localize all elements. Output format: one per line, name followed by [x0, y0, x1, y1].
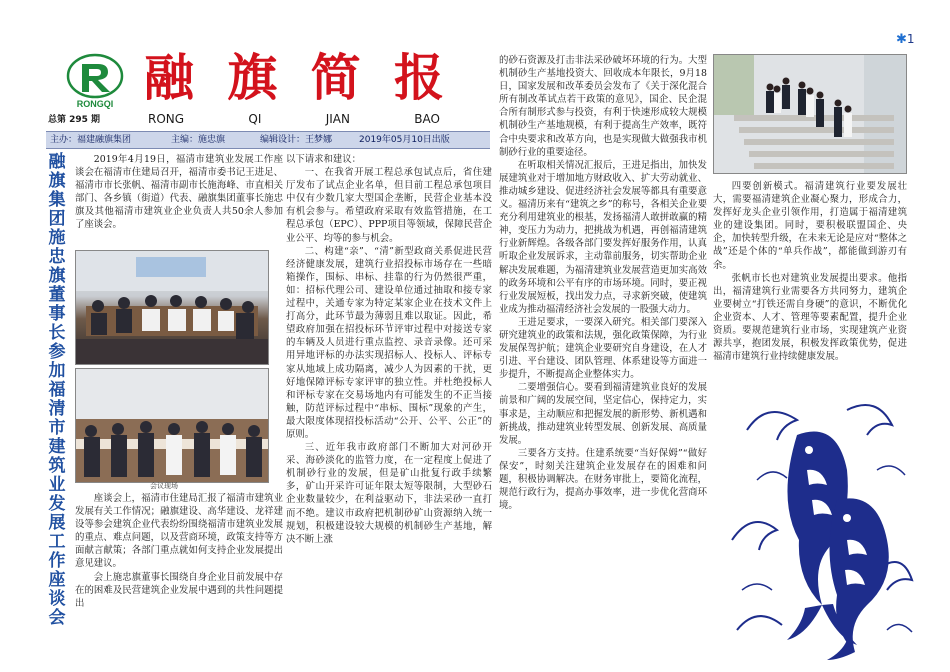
article-paragraph: 2019年4月19日，福清市建筑业发展工作座谈会在福清市住建局召开，福清市委书记王进足、福清市市长张帆、福清市副市长施海峰、市直相关部门、各乡镇（街道）代表、融旗集团董事长施忠旗及其他福清市建筑业企业负责人共50余人参加了座谈会。: [75, 154, 283, 231]
masthead-char: 旗: [227, 48, 278, 107]
host-label: 主办：福建融旗集团: [50, 135, 132, 145]
pinyin-word: RONG: [148, 112, 185, 126]
article-body-col2: [286, 153, 492, 662]
koi-fish-illustration: [727, 390, 917, 662]
article-paragraph: 的砂石资源及打击非法采砂破坏环境的行为。大型机制砂生产基地投资大、回收成本年限长，9月18日，国家发展和改革委员会发布了《关于深化混合所有制改革试点若干政策的意见》，国企、民企混合所有制形式参与投资，有利于快速形成较大规模机制砂生产基地规模，有利于提高生产效率，既符合中央要求和改革方向，也是实现做大做强我市机制砂行业的重要途径。: [499, 55, 707, 158]
meeting-photo-1: [75, 250, 269, 365]
masthead-title: [144, 46, 444, 110]
rongqi-logo: [64, 52, 126, 110]
star-icon: ✱: [896, 32, 907, 47]
article-paragraph: 一、在我省开展工程总承包试点后，省住建厅发布了试点企业名单，但目前工程总承包项目中仅有少数几家大型国企垄断，民营企业基本没有机会参与。希望政府采取有效监管措施，在工程总承包（EPC）、PPP项目等领域，保障民营企业公平、均等的参与机会。: [286, 167, 492, 244]
designer-label: 编辑设计：王梦娜: [260, 135, 333, 145]
info-bar: [46, 131, 490, 149]
editor-label: 主编：施忠旗: [171, 135, 226, 145]
masthead-char: 融: [144, 48, 194, 107]
issue-number: 总第 295 期: [48, 115, 101, 125]
article-paragraph: 王进足要求，一要深入研究。相关部门要深入研究建筑业的政策和法规，强化政策保障，为行业发展保驾护航；建筑企业要研究自身建设，在人才引进、平台建设、团队管理、体系建设等方面进一步提升，不断提高企业整体实力。: [499, 316, 707, 381]
publish-date: 2019年05月10日出版: [359, 135, 450, 145]
masthead-char: 报: [393, 48, 444, 107]
article-paragraph: 三、近年我市政府部门不断加大对河砂开采、海砂淡化的监管力度，在一定程度上促进了机制砂行业的发展，但是矿山批复行政手续繁多，矿山开采许可证年限太短等限制，大型砂石企业数量较少，在利益驱动下，非法采砂一直打而不绝。建议市政府把机制砂矿山资源纳入统一规划，积极建设较大规模的机制砂生产基地，解决不断上涨: [286, 442, 492, 545]
article-body-col3: [499, 54, 707, 662]
pinyin-word: QI: [248, 112, 262, 126]
article-intro: [75, 153, 283, 245]
article-paragraph: 张帆市长也对建筑业发展提出要求。他指出，福清建筑行业需要各方共同努力，建筑企业要树立“打铁还需自身硬”的意识，不断优化企业资本、人才、管理等要素配置，提升企业资质。要规范建筑行业市场，实现建筑产业资源共享，抱团发展，积极发挥政策优势，促进福清市建筑行业持续健康发展。: [713, 272, 907, 363]
article-headline: 融旗集团施忠旗董事长参加福清市建筑业发展工作座谈会: [48, 152, 66, 628]
article-paragraph: 座谈会上，福清市住建局汇报了福清市建筑业发展有关工作情况；融旗建设、高华建设、龙祥建设等参会建筑企业代表纷纷围绕福清市建筑业发展的重点、难点问题，以及营商环境，政策支持等方面献言献策；各部门重点就如何支持企业发展提出意见建议。: [75, 493, 283, 570]
masthead-char: 简: [310, 48, 361, 107]
article-paragraph: 四要创新模式。福清建筑行业要发展壮大，需要福清建筑企业凝心聚力，形成合力，发挥好龙头企业引领作用，打造属于福清建筑业的建设集团。同时，要积极联盟国企、央企，加快转型升级，在未来无论是应对“整体之战”还是个体的“单兵作战”，都能做到游刃有余。: [713, 181, 907, 271]
delegation-photo: [713, 54, 907, 174]
masthead-pinyin: [148, 112, 440, 126]
article-paragraph: 三要各方支持。住建系统要“当好保姆”“做好保安”，时刻关注建筑企业发展存在的困难和问题，积极协调解决。在财务审批上，要简化流程，规范行政行为，提高办事效率，进一步优化营商环境。: [499, 447, 707, 512]
article-paragraph: 会上施忠旗董事长围绕自身企业目前发展中存在的困难及民营建筑企业发展中遇到的共性问题提出: [75, 571, 283, 609]
page-number: ✱1: [896, 32, 915, 47]
article-paragraph: 在听取相关情况汇报后，王进足指出，加快发展建筑业对于增加地方财政收入、扩大劳动就业、推动城乡建设、促进经济社会发展等都具有重要意义。福清历来有“建筑之乡”的称号，各相关企业要充分利用建筑业的根基，发扬福清人敢拼敢赢的精神，变压力为动力，把挑战为机遇，再创福清建筑行业新辉煌。各级各部门要发挥好服务作用，认真听取企业发展诉求，主动靠前服务，切实帮助企业解决发展难题，为福清建筑业发展营造更加实高效的政务环境和公平有序的市场环境。同时，要正视行业发展短板，找出发力点，寻求新突破，使建筑业成为推动福清经济社会发展的一股强大动力。: [499, 159, 707, 315]
svg-text:RONGQI: RONGQI: [76, 99, 114, 109]
article-paragraph: 以下请求和建议：: [286, 154, 362, 165]
photo-caption: 会议现场: [150, 482, 178, 490]
pinyin-word: BAO: [414, 112, 440, 126]
article-paragraph: 二要增强信心。要看到福清建筑业良好的发展前景和广阔的发展空间，坚定信心，保持定力，实事求是，主动顺应和把握发展的新形势、新机遇和新挑战，推动建筑业转型发展、创新发展、高质量发展。: [499, 382, 707, 446]
article-body-col1: [75, 492, 283, 662]
article-body-col4: [713, 180, 907, 395]
article-paragraph: 二、构建“亲”、“清”新型政商关系促进民营经济健康发展，建筑行业招投标市场存在一些暗箱操作，围标、串标、挂靠的行为仍然很严重，如：招标代理公司、建设单位通过抽取和接专家过程中，关通专家为特定某家企业在技术文件上打高分，此环节最为薄弱且难以取证。因此，希望政府加强在招投标环节评审过程中对接送专家的车辆及人员进行重点监控、录音录像。还可采用异地评标的办法实现招标人、投标人、评标专家从地域上成功隔离，减少人为因素的干扰，更好地保障评标专家评审的独立性。并杜绝投标人和评标专家在交易场地内有可能发生的不正当接触，防范评标过程中“串标、围标”现象的产生，最大限度体现招投标活动“公开、公平、公正”的原则。: [286, 245, 492, 440]
meeting-photo-2: [75, 368, 269, 483]
pinyin-word: JIAN: [325, 112, 350, 126]
